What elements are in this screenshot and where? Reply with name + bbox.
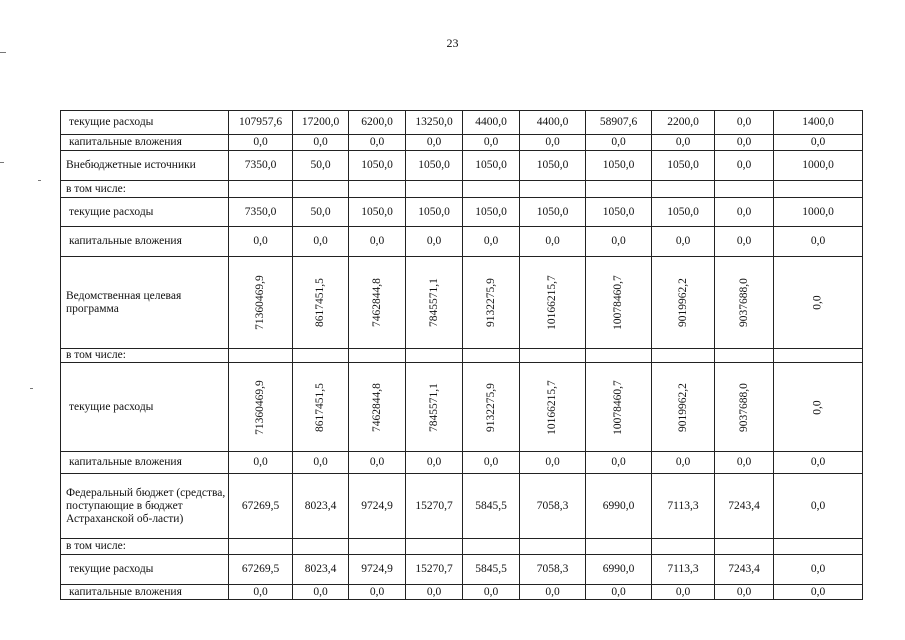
table-cell <box>520 181 586 198</box>
table-row <box>61 452 863 474</box>
table-cell <box>229 539 293 555</box>
table-cell: 1050,0 <box>463 151 520 181</box>
table-cell: 0,0 <box>715 585 774 600</box>
table-row <box>61 181 863 198</box>
table-cell <box>406 349 463 363</box>
table-row <box>61 151 863 181</box>
table-cell: 0,0 <box>349 227 406 257</box>
table-cell: 0,0 <box>463 135 520 151</box>
table-cell <box>463 257 520 349</box>
table-cell: 0,0 <box>349 452 406 474</box>
cell-value: 7462844,8 <box>370 382 383 432</box>
cell-value: 10166215,7 <box>546 379 558 435</box>
row-label-current-expenses: текущие расходы <box>61 555 229 585</box>
table-cell: 67269,5 <box>229 555 293 585</box>
row-label-capital-investments: капитальные вложения <box>61 585 229 600</box>
table-cell: 7113,3 <box>652 555 715 585</box>
table-cell <box>463 539 520 555</box>
table-cell: 1400,0 <box>774 111 863 135</box>
table-cell <box>349 181 406 198</box>
table-cell: 0,0 <box>406 452 463 474</box>
table-cell: 1000,0 <box>774 198 863 227</box>
row-label-current-expenses: текущие расходы <box>61 198 229 227</box>
table-cell <box>715 349 774 363</box>
cell-value: 8617451,5 <box>314 278 326 327</box>
table-cell <box>520 349 586 363</box>
table-cell: 15270,7 <box>406 474 463 539</box>
scan-mark <box>0 162 4 163</box>
table-cell <box>293 539 349 555</box>
table-cell: 5845,5 <box>463 555 520 585</box>
cell-value: 9037688,0 <box>737 278 750 327</box>
table-cell: 0,0 <box>406 135 463 151</box>
table-row <box>61 474 863 539</box>
table-cell <box>349 539 406 555</box>
table-cell: 1050,0 <box>652 198 715 227</box>
table-cell: 5845,5 <box>463 474 520 539</box>
cell-value: 9132275,9 <box>484 382 497 432</box>
table-cell: 0,0 <box>652 227 715 257</box>
row-label-extrabudgetary-sources: Внебюджетные источники <box>61 151 229 181</box>
table-cell <box>463 181 520 198</box>
table-cell: 0,0 <box>406 585 463 600</box>
table-cell: 0,0 <box>774 227 863 257</box>
table-cell: 67269,5 <box>229 474 293 539</box>
table-cell <box>349 257 406 349</box>
table-row <box>61 257 863 349</box>
table-cell <box>715 363 774 452</box>
table-cell: 0,0 <box>463 452 520 474</box>
table-row <box>61 198 863 227</box>
row-label-capital-investments: капитальные вложения <box>61 227 229 257</box>
table-cell <box>229 181 293 198</box>
table-body <box>61 111 863 600</box>
table-cell: 50,0 <box>293 151 349 181</box>
table-cell: 0,0 <box>293 227 349 257</box>
table-cell <box>406 257 463 349</box>
table-cell <box>406 363 463 452</box>
table-cell: 6990,0 <box>586 555 652 585</box>
table-cell <box>520 257 586 349</box>
table-cell: 1050,0 <box>520 198 586 227</box>
table-cell: 17200,0 <box>293 111 349 135</box>
table-cell: 0,0 <box>229 227 293 257</box>
table-cell: 0,0 <box>715 135 774 151</box>
table-row <box>61 585 863 600</box>
table-row <box>61 227 863 257</box>
table-cell: 0,0 <box>774 585 863 600</box>
table-cell: 0,0 <box>463 585 520 600</box>
table-cell: 0,0 <box>463 227 520 257</box>
table-cell: 0,0 <box>520 227 586 257</box>
table-cell: 0,0 <box>229 135 293 151</box>
table-cell: 9724,9 <box>349 474 406 539</box>
cell-value: 9037688,0 <box>737 382 750 432</box>
table-cell: 0,0 <box>715 227 774 257</box>
table-cell: 0,0 <box>715 198 774 227</box>
table-cell: 0,0 <box>652 585 715 600</box>
table-cell <box>586 349 652 363</box>
table-cell: 2200,0 <box>652 111 715 135</box>
table-row <box>61 555 863 585</box>
cell-value: 0,0 <box>811 399 824 415</box>
row-label-capital-investments: капитальные вложения <box>61 452 229 474</box>
table-cell: 8023,4 <box>293 555 349 585</box>
table-cell: 7058,3 <box>520 555 586 585</box>
table-cell: 0,0 <box>586 227 652 257</box>
table-cell: 0,0 <box>586 135 652 151</box>
table-cell: 0,0 <box>520 585 586 600</box>
scan-mark <box>38 180 41 181</box>
table-cell: 9724,9 <box>349 555 406 585</box>
table-cell <box>586 257 652 349</box>
table-cell: 0,0 <box>349 585 406 600</box>
table-cell: 1050,0 <box>520 151 586 181</box>
table-cell <box>586 181 652 198</box>
row-label-current-expenses: текущие расходы <box>61 111 229 135</box>
cell-value: 7845571,1 <box>427 278 440 327</box>
table-cell <box>652 257 715 349</box>
row-label-federal-budget: Федеральный бюджет (средства, поступающие в бюджет Астраханской об-ласти) <box>61 474 229 539</box>
table-cell: 0,0 <box>229 585 293 600</box>
cell-value: 10078460,7 <box>612 275 624 330</box>
scan-mark <box>30 388 33 389</box>
table-cell <box>715 257 774 349</box>
cell-value: 71360469,9 <box>254 379 266 435</box>
table-cell <box>652 363 715 452</box>
table-cell <box>229 363 293 452</box>
table-cell: 7243,4 <box>715 555 774 585</box>
table-cell: 6990,0 <box>586 474 652 539</box>
table-cell: 6200,0 <box>349 111 406 135</box>
table-cell: 4400,0 <box>520 111 586 135</box>
table-cell: 0,0 <box>586 585 652 600</box>
table-cell <box>406 181 463 198</box>
table-cell: 0,0 <box>229 452 293 474</box>
table-cell <box>715 539 774 555</box>
table-cell: 0,0 <box>349 135 406 151</box>
cell-value: 9019962,2 <box>676 382 689 432</box>
table-cell: 1050,0 <box>349 198 406 227</box>
cell-value: 0,0 <box>811 295 824 310</box>
cell-value: 8617451,5 <box>314 382 326 432</box>
table-cell <box>293 349 349 363</box>
table-cell: 0,0 <box>293 135 349 151</box>
table-cell: 1050,0 <box>586 151 652 181</box>
cell-value: 9132275,9 <box>484 278 497 327</box>
table-cell: 1050,0 <box>586 198 652 227</box>
table-cell <box>715 181 774 198</box>
table-cell: 1050,0 <box>349 151 406 181</box>
row-label-capital-investments: капитальные вложения <box>61 135 229 151</box>
table-cell <box>229 349 293 363</box>
table-cell: 0,0 <box>774 555 863 585</box>
row-label-including: в том числе: <box>61 349 229 363</box>
table-cell: 0,0 <box>520 452 586 474</box>
table-row <box>61 135 863 151</box>
table-cell: 13250,0 <box>406 111 463 135</box>
table-cell: 0,0 <box>715 452 774 474</box>
table-cell: 7243,4 <box>715 474 774 539</box>
table-cell <box>406 539 463 555</box>
table-cell: 0,0 <box>293 585 349 600</box>
table-cell: 7350,0 <box>229 151 293 181</box>
table-cell <box>774 349 863 363</box>
table-cell <box>293 363 349 452</box>
table-cell: 7058,3 <box>520 474 586 539</box>
table-cell <box>293 181 349 198</box>
cell-value: 10166215,7 <box>546 275 558 330</box>
table-cell <box>652 349 715 363</box>
table-cell: 50,0 <box>293 198 349 227</box>
row-label-departmental-program: Ведомственная целевая программа <box>61 257 229 349</box>
budget-table <box>60 110 863 600</box>
table-cell: 0,0 <box>520 135 586 151</box>
table-cell: 8023,4 <box>293 474 349 539</box>
scan-mark <box>0 52 6 53</box>
cell-value: 71360469,9 <box>254 275 266 330</box>
table-cell: 0,0 <box>715 111 774 135</box>
table-cell <box>520 363 586 452</box>
table-cell <box>652 539 715 555</box>
table-cell <box>349 349 406 363</box>
table-cell <box>229 257 293 349</box>
table-cell <box>774 181 863 198</box>
table-cell: 0,0 <box>774 452 863 474</box>
table-cell <box>293 257 349 349</box>
table-cell: 0,0 <box>406 227 463 257</box>
page-number: 23 <box>446 36 459 50</box>
table-cell: 7350,0 <box>229 198 293 227</box>
table-cell <box>463 349 520 363</box>
table-cell: 1050,0 <box>406 198 463 227</box>
table-cell <box>652 181 715 198</box>
table-row <box>61 539 863 555</box>
table-row <box>61 363 863 452</box>
table-cell <box>349 363 406 452</box>
cell-value: 9019962,2 <box>676 278 689 327</box>
row-label-including: в том числе: <box>61 539 229 555</box>
table-cell <box>463 363 520 452</box>
table-cell: 0,0 <box>652 135 715 151</box>
table-cell: 7113,3 <box>652 474 715 539</box>
table-cell: 0,0 <box>715 151 774 181</box>
table-row <box>61 349 863 363</box>
table-cell: 1000,0 <box>774 151 863 181</box>
row-label-including: в том числе: <box>61 181 229 198</box>
table-row <box>61 111 863 135</box>
table-cell: 0,0 <box>586 452 652 474</box>
table-cell: 1050,0 <box>652 151 715 181</box>
table-cell: 15270,7 <box>406 555 463 585</box>
table-cell <box>520 539 586 555</box>
table-cell: 4400,0 <box>463 111 520 135</box>
table-cell: 0,0 <box>774 474 863 539</box>
table-cell: 0,0 <box>293 452 349 474</box>
table-cell <box>774 539 863 555</box>
table-cell <box>774 257 863 349</box>
table-cell: 58907,6 <box>586 111 652 135</box>
table-cell: 1050,0 <box>406 151 463 181</box>
table-cell <box>774 363 863 452</box>
table-cell: 0,0 <box>774 135 863 151</box>
cell-value: 7462844,8 <box>370 278 383 327</box>
table-cell <box>586 363 652 452</box>
table-cell: 107957,6 <box>229 111 293 135</box>
cell-value: 10078460,7 <box>612 379 624 435</box>
table-cell: 1050,0 <box>463 198 520 227</box>
cell-value: 7845571,1 <box>427 382 440 432</box>
table-cell <box>586 539 652 555</box>
row-label-current-expenses: текущие расходы <box>61 363 229 452</box>
table-cell: 0,0 <box>652 452 715 474</box>
